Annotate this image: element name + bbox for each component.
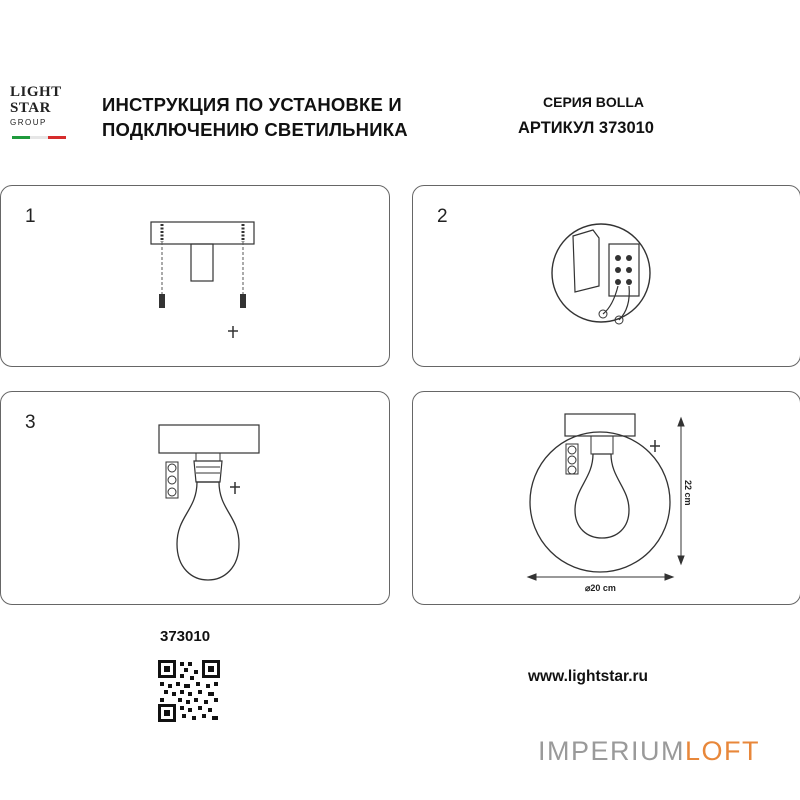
dimensions-diagram — [413, 392, 800, 604]
logo-text-group: GROUP — [10, 118, 47, 127]
diameter-label: ⌀20 cm — [585, 583, 616, 593]
step-3-number: 3 — [25, 412, 36, 433]
screwdriver-icon — [230, 482, 240, 494]
logo-text-star: STAR — [10, 100, 51, 116]
wall-anchor-icon — [159, 294, 246, 308]
lightstar-logo — [8, 80, 70, 160]
wiring-detail-diagram — [413, 186, 800, 366]
light-bulb-icon — [575, 454, 629, 538]
step-1-panel — [0, 185, 390, 367]
dimensions-panel — [412, 391, 800, 605]
italian-flag-stripe — [12, 136, 66, 139]
height-label: 22 cm — [683, 480, 693, 506]
title-line-2: ПОДКЛЮЧЕНИЮ СВЕТИЛЬНИКА — [102, 119, 408, 140]
screw-icon — [162, 224, 243, 242]
bulb-socket-icon — [194, 453, 222, 482]
mounting-plate-diagram — [1, 186, 389, 366]
watermark-part-a: IMPERIUM — [538, 736, 685, 766]
product-code: 373010 — [160, 628, 211, 645]
step-3-panel — [0, 391, 390, 605]
title-line-1: ИНСТРУКЦИЯ ПО УСТАНОВКЕ И — [102, 94, 402, 115]
screwdriver-icon — [650, 440, 660, 452]
terminal-block-icon — [166, 462, 178, 498]
step-1-number: 1 — [25, 206, 36, 227]
step-2-number: 2 — [437, 206, 448, 227]
document-title — [102, 92, 482, 142]
terminal-block-icon — [566, 444, 578, 474]
logo-text-light: LIGHT — [10, 84, 62, 100]
light-bulb-icon — [177, 482, 239, 580]
qr-code — [158, 660, 220, 722]
screwdriver-icon — [228, 326, 238, 338]
article-label: АРТИКУЛ 373010 — [518, 119, 654, 137]
watermark-part-b: LOFT — [685, 736, 761, 766]
step-2-panel — [412, 185, 800, 367]
diameter-dimension-line — [528, 574, 673, 580]
website-link[interactable]: www.lightstar.ru — [528, 668, 648, 685]
series-label: СЕРИЯ BOLLA — [543, 94, 645, 110]
bulb-installation-diagram — [1, 392, 389, 604]
watermark — [538, 736, 760, 767]
